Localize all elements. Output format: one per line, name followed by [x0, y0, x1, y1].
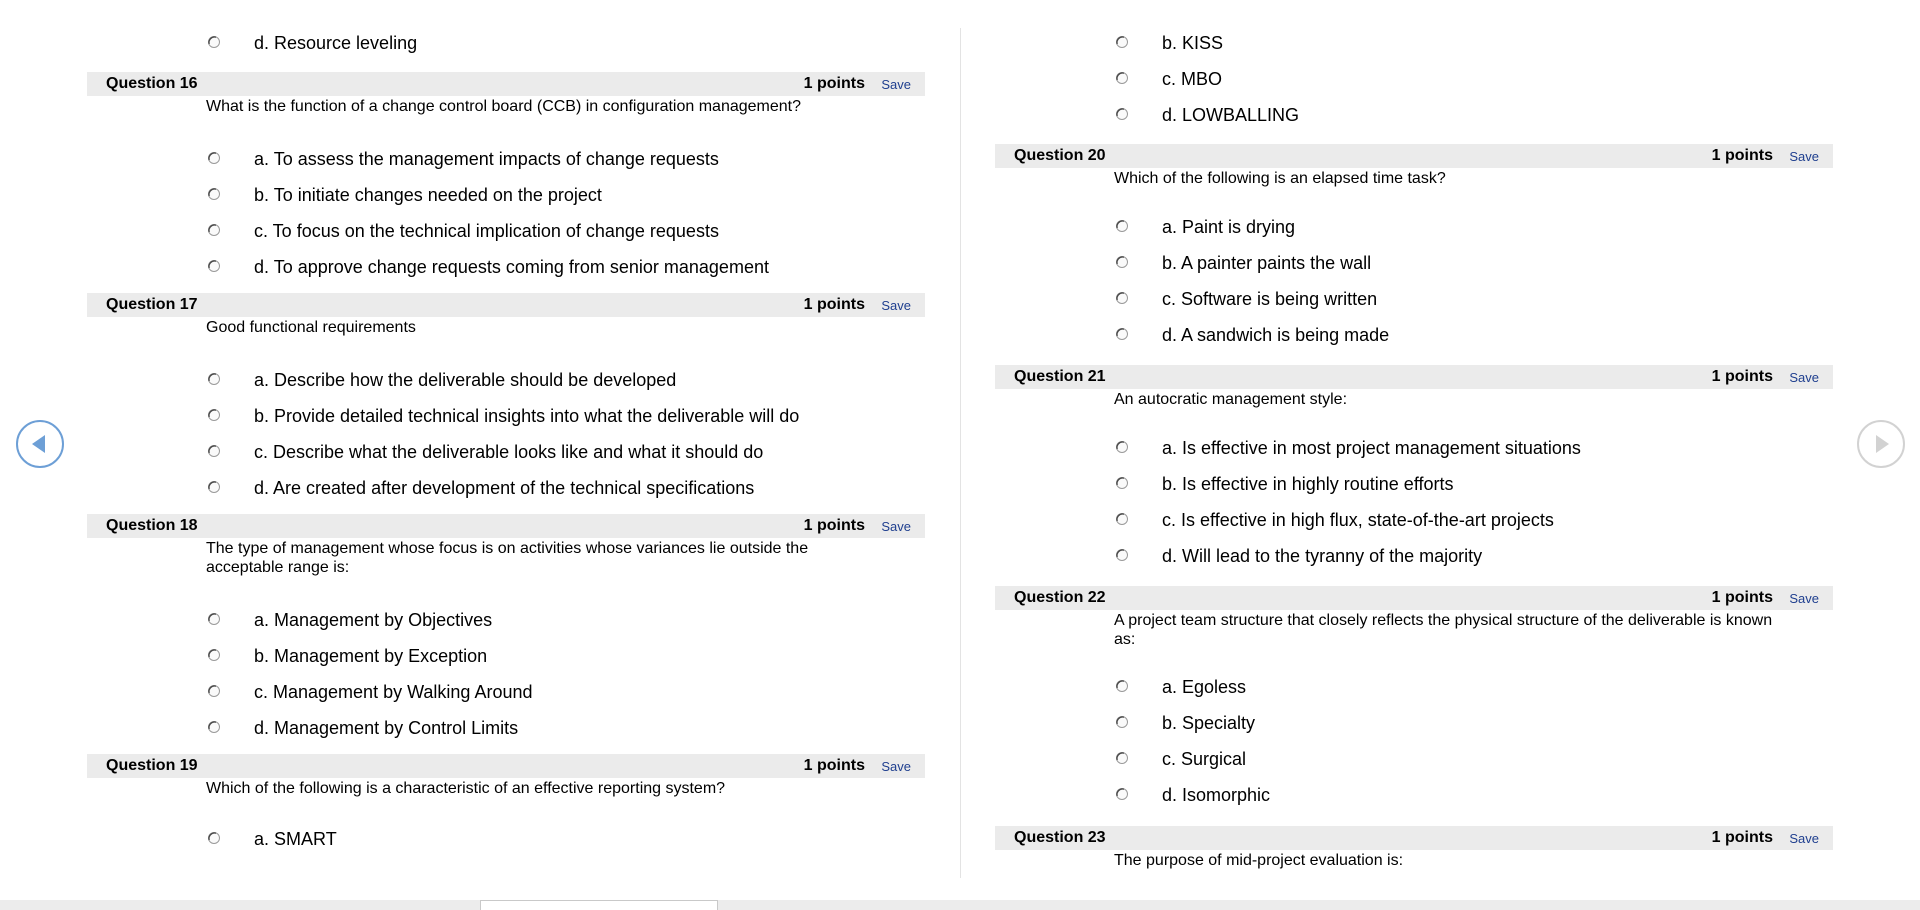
- question-text: The purpose of mid-project evaluation is:: [1114, 852, 1404, 869]
- answer-option[interactable]: [1115, 287, 1795, 311]
- radio-button[interactable]: [1115, 255, 1129, 269]
- question-text: Which of the following is an elapsed time task?: [1114, 170, 1446, 187]
- question-title: Question 17: [106, 296, 198, 313]
- answer-option[interactable]: [1115, 472, 1795, 496]
- answer-option-label: c. To focus on the technical implication of change requests: [254, 221, 719, 241]
- answer-option-label: c. Is effective in high flux, state-of-the-art projects: [1162, 510, 1554, 530]
- answer-option-label: d. LOWBALLING: [1162, 105, 1300, 125]
- question-points: 1 points: [1711, 147, 1773, 164]
- chevron-right-icon: [1859, 422, 1903, 466]
- question-title: Question 22: [1014, 589, 1106, 606]
- answer-option-label: d. To approve change requests coming from senior management: [254, 257, 769, 277]
- answer-option-label: d. Will lead to the tyranny of the majority: [1162, 546, 1483, 566]
- radio-button[interactable]: [207, 720, 221, 734]
- left-question-column: [87, 0, 925, 900]
- question-header: [995, 586, 1833, 610]
- answer-option-label: c. Management by Walking Around: [254, 682, 533, 702]
- radio-button[interactable]: [1115, 107, 1129, 121]
- answer-option[interactable]: [207, 31, 887, 55]
- answer-option-label: d. A sandwich is being made: [1162, 325, 1390, 345]
- question-header: [995, 365, 1833, 389]
- question-points: 1 points: [803, 517, 865, 534]
- answer-option[interactable]: [1115, 103, 1795, 127]
- answer-option[interactable]: [1115, 67, 1795, 91]
- radio-button[interactable]: [207, 372, 221, 386]
- answer-option[interactable]: [207, 183, 887, 207]
- question-points: 1 points: [1711, 829, 1773, 846]
- answer-option-label: a. Describe how the deliverable should be developed: [254, 370, 677, 390]
- bottom-scrollbar-track: [0, 900, 1920, 910]
- answer-option[interactable]: [1115, 323, 1795, 347]
- radio-button[interactable]: [207, 408, 221, 422]
- question-points: 1 points: [803, 75, 865, 92]
- answer-option[interactable]: [207, 368, 887, 392]
- question-title: Question 20: [1014, 147, 1106, 164]
- answer-option[interactable]: [207, 476, 887, 500]
- answer-option[interactable]: [207, 219, 887, 243]
- radio-button[interactable]: [1115, 751, 1129, 765]
- answer-option-label: c. Describe what the deliverable looks like and what it should do: [254, 442, 764, 462]
- answer-option[interactable]: [207, 147, 887, 171]
- question-header: [87, 514, 925, 538]
- chevron-left-icon: [18, 422, 62, 466]
- radio-button[interactable]: [207, 35, 221, 49]
- radio-button[interactable]: [207, 151, 221, 165]
- question-text: The type of management whose focus is on activities whose variances lie outside the acceptable range is:: [206, 540, 809, 576]
- answer-option-label: c. MBO: [1162, 69, 1223, 89]
- question-title: Question 18: [106, 517, 198, 534]
- radio-button[interactable]: [207, 480, 221, 494]
- question-title: Question 19: [106, 757, 198, 774]
- right-question-column: [995, 0, 1833, 900]
- question-title: Question 21: [1014, 368, 1106, 385]
- save-answer-button[interactable]: Save: [881, 519, 911, 534]
- save-answer-button[interactable]: Save: [1789, 591, 1819, 606]
- radio-button[interactable]: [207, 612, 221, 626]
- answer-option-label: b. KISS: [1162, 33, 1224, 53]
- save-answer-button[interactable]: Save: [1789, 370, 1819, 385]
- question-text: Good functional requirements: [206, 319, 416, 336]
- answer-option-label: b. To initiate changes needed on the project: [254, 185, 602, 205]
- answer-option-label: a. SMART: [254, 829, 337, 849]
- answer-option[interactable]: [1115, 508, 1795, 532]
- answer-option[interactable]: [207, 827, 887, 851]
- answer-option[interactable]: [207, 680, 887, 704]
- question-text: What is the function of a change control board (CCB) in configuration management?: [206, 98, 801, 115]
- radio-button[interactable]: [207, 648, 221, 662]
- question-title: Question 16: [106, 75, 198, 92]
- question-header: [87, 72, 925, 96]
- answer-option-label: b. Is effective in highly routine efforts: [1162, 474, 1454, 494]
- answer-option[interactable]: [207, 255, 887, 279]
- answer-option[interactable]: [1115, 711, 1795, 735]
- save-answer-button[interactable]: Save: [881, 759, 911, 774]
- radio-button[interactable]: [207, 187, 221, 201]
- radio-button[interactable]: [1115, 548, 1129, 562]
- previous-page-button[interactable]: [16, 420, 64, 468]
- next-page-button[interactable]: [1857, 420, 1905, 468]
- answer-option-label: d. Resource leveling: [254, 33, 418, 53]
- question-header: [87, 293, 925, 317]
- answer-option[interactable]: [1115, 31, 1795, 55]
- answer-option[interactable]: [1115, 215, 1795, 239]
- question-header: [995, 144, 1833, 168]
- answer-option[interactable]: [1115, 544, 1795, 568]
- save-answer-button[interactable]: Save: [1789, 149, 1819, 164]
- radio-button[interactable]: [207, 259, 221, 273]
- answer-option[interactable]: [1115, 675, 1795, 699]
- question-text: An autocratic management style:: [1114, 391, 1348, 408]
- answer-option-label: c. Surgical: [1162, 749, 1247, 769]
- question-points: 1 points: [1711, 368, 1773, 385]
- radio-button[interactable]: [1115, 291, 1129, 305]
- question-points: 1 points: [803, 296, 865, 313]
- radio-button[interactable]: [1115, 679, 1129, 693]
- radio-button[interactable]: [1115, 440, 1129, 454]
- answer-option-label: d. Are created after development of the technical specifications: [254, 478, 755, 498]
- save-answer-button[interactable]: Save: [1789, 831, 1819, 846]
- answer-option-label: b. Provide detailed technical insights into what the deliverable will do: [254, 406, 800, 426]
- question-points: 1 points: [803, 757, 865, 774]
- radio-button[interactable]: [1115, 327, 1129, 341]
- question-text: Which of the following is a characteristic of an effective reporting system?: [206, 780, 726, 797]
- answer-option-label: c. Software is being written: [1162, 289, 1378, 309]
- question-header: [995, 826, 1833, 850]
- answer-option[interactable]: [207, 404, 887, 428]
- answer-option-label: a. Is effective in most project management situations: [1162, 438, 1581, 458]
- radio-button[interactable]: [1115, 35, 1129, 49]
- answer-option-label: a. Egoless: [1162, 677, 1247, 697]
- save-answer-button[interactable]: Save: [881, 77, 911, 92]
- answer-option-label: d. Isomorphic: [1162, 785, 1271, 805]
- answer-option-label: b. A painter paints the wall: [1162, 253, 1372, 273]
- answer-option[interactable]: [207, 716, 887, 740]
- answer-option[interactable]: [207, 644, 887, 668]
- answer-option[interactable]: [207, 608, 887, 632]
- answer-option[interactable]: [1115, 783, 1795, 807]
- answer-option-label: b. Specialty: [1162, 713, 1256, 733]
- answer-option-label: a. Management by Objectives: [254, 610, 493, 630]
- question-text: A project team structure that closely reflects the physical structure of the deliverable is known as:: [1114, 612, 1773, 648]
- radio-button[interactable]: [1115, 512, 1129, 526]
- question-points: 1 points: [1711, 589, 1773, 606]
- column-divider: [960, 28, 961, 878]
- radio-button[interactable]: [1115, 476, 1129, 490]
- radio-button[interactable]: [207, 444, 221, 458]
- radio-button[interactable]: [1115, 71, 1129, 85]
- radio-button[interactable]: [1115, 787, 1129, 801]
- save-answer-button[interactable]: Save: [881, 298, 911, 313]
- radio-button[interactable]: [1115, 715, 1129, 729]
- answer-option-label: a. Paint is drying: [1162, 217, 1296, 237]
- radio-button[interactable]: [1115, 219, 1129, 233]
- answer-option-label: b. Management by Exception: [254, 646, 488, 666]
- question-header: [87, 754, 925, 778]
- answer-option[interactable]: [1115, 251, 1795, 275]
- radio-button[interactable]: [207, 831, 221, 845]
- question-title: Question 23: [1014, 829, 1106, 846]
- answer-option[interactable]: [1115, 747, 1795, 771]
- bottom-scrollbar-thumb[interactable]: [480, 900, 718, 910]
- answer-option-label: d. Management by Control Limits: [254, 718, 519, 738]
- radio-button[interactable]: [207, 684, 221, 698]
- answer-option[interactable]: [207, 440, 887, 464]
- radio-button[interactable]: [207, 223, 221, 237]
- answer-option[interactable]: [1115, 436, 1795, 460]
- answer-option-label: a. To assess the management impacts of change requests: [254, 149, 719, 169]
